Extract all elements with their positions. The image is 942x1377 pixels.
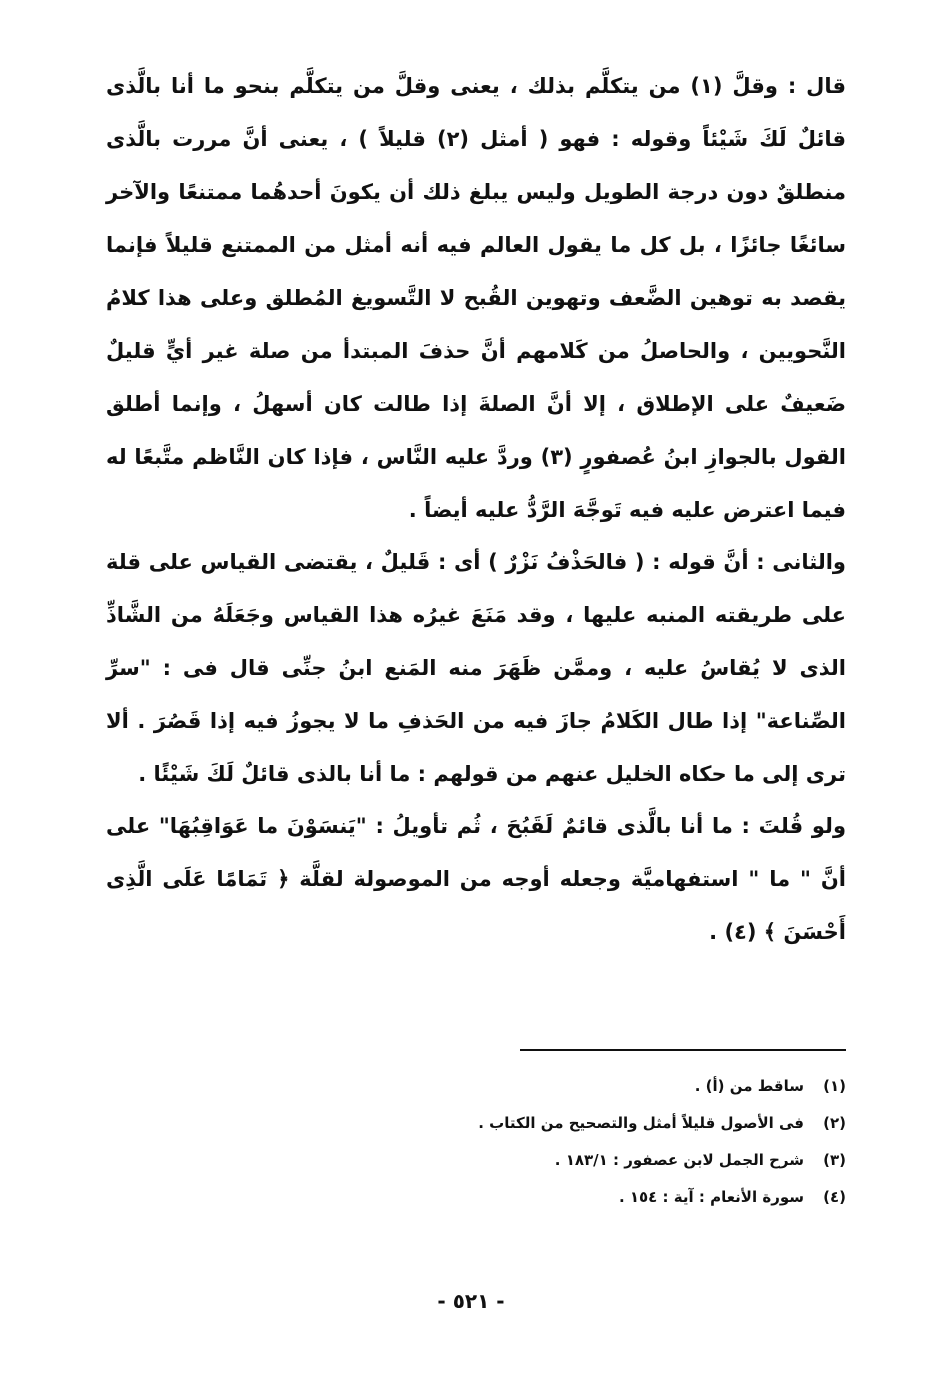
page-number: - ٥٢١ -	[437, 1289, 505, 1313]
footnotes-list	[300, 1068, 846, 1216]
footnote-divider	[520, 1049, 846, 1051]
paragraph-3: ولو قُلتَ : ما أنا بالَّذى قائمٌ لَقَبُحَ ، ثُم تأويلُ : "يَنسَوْنَ ما عَوَاقِبُهَا" على أنَّ " ما " استفهاميَّة وجعله أوجه من الموصولة لقلَّة ﴿ تَمَامًا عَلَى الَّذِى أَحْسَنَ ﴾ (٤) .	[106, 814, 846, 944]
paragraph-2: والثانى : أنَّ قوله : ( فالحَذْفُ نَزْرٌ ) أى : قَليلٌ ، يقتضى القياس على قلة على طريقته المنبه عليها ، وقد مَنَعَ غيرُه هذا القياس وجَعَلَهُ من الشَّاذِّ الذى لا يُقاسُ عليه ، وممَّن ظَهَرَ منه المَنع ابنُ جنِّى قال فى : "سرِّ الصِّناعة" إذا طال الكَلامُ جازَ فيه من الحَذفِ ما لا يجوزُ فيه إذا قَصُرَ . ألا ترى إلى ما حكاه الخليل عنهم من قولهم : ما أنا بالذى قائلٌ لَكَ شَيْئًا .	[106, 550, 846, 786]
footnote-1	[300, 1068, 846, 1105]
footnote-number: (١)	[823, 1077, 846, 1095]
footnote-4	[300, 1179, 846, 1216]
paragraph-1: قال : وقلَّ (١) من يتكلَّم بذلك ، يعنى وقلَّ من يتكلَّم بنحو ما أنا بالَّذى قائلٌ لَكَ شَيْئاً وقوله : فهو ( أمثل (٢) قليلاً ) ، يعنى أنَّ مررت بالَّذى منطلقٌ دون درجة الطويل وليس يبلغ ذلك أن يكونَ أحدهُما ممتنعًا والآخر سائغًا جائزًا ، بل كل ما يقول العالم فيه أنه أمثل من الممتنع قليلاً فإنما يقصد به توهين الضَّعف وتهوين القُبح لا التَّسويغ المُطلق وعلى هذا كلامُ النَّحويين ، والحاصلُ من كَلامهم أنَّ حذفَ المبتدأ من صلة غير أيٍّ قليلٌ ضَعيفٌ على الإطلاق ، إلا أنَّ الصلةَ إذا طالت كان أسهلُ ، وإنما أطلق القول بالجوازِ ابنُ عُصفورٍ (٣) وردَّ عليه النَّاس ، فإذا كان النَّاظم متَّبعًا له فيما اعترض عليه فيه تَوجَّهَ الرَّدُّ عليه أيضاً .	[106, 74, 846, 522]
footnote-text: شرح الجمل لابن عصفور : ١٨٣/١ .	[554, 1151, 804, 1169]
footnote-text: ساقط من (أ) .	[694, 1077, 804, 1095]
footnote-number: (٢)	[823, 1114, 846, 1132]
footnote-text: سورة الأنعام : آية : ١٥٤ .	[618, 1188, 804, 1206]
footnote-number: (٤)	[823, 1188, 846, 1206]
footnote-text: فى الأصول قليلاً أمثل والتصحيح من الكتاب .	[478, 1114, 804, 1132]
footnote-2	[300, 1105, 846, 1142]
footnote-number: (٣)	[823, 1151, 846, 1169]
footnote-3	[300, 1142, 846, 1179]
